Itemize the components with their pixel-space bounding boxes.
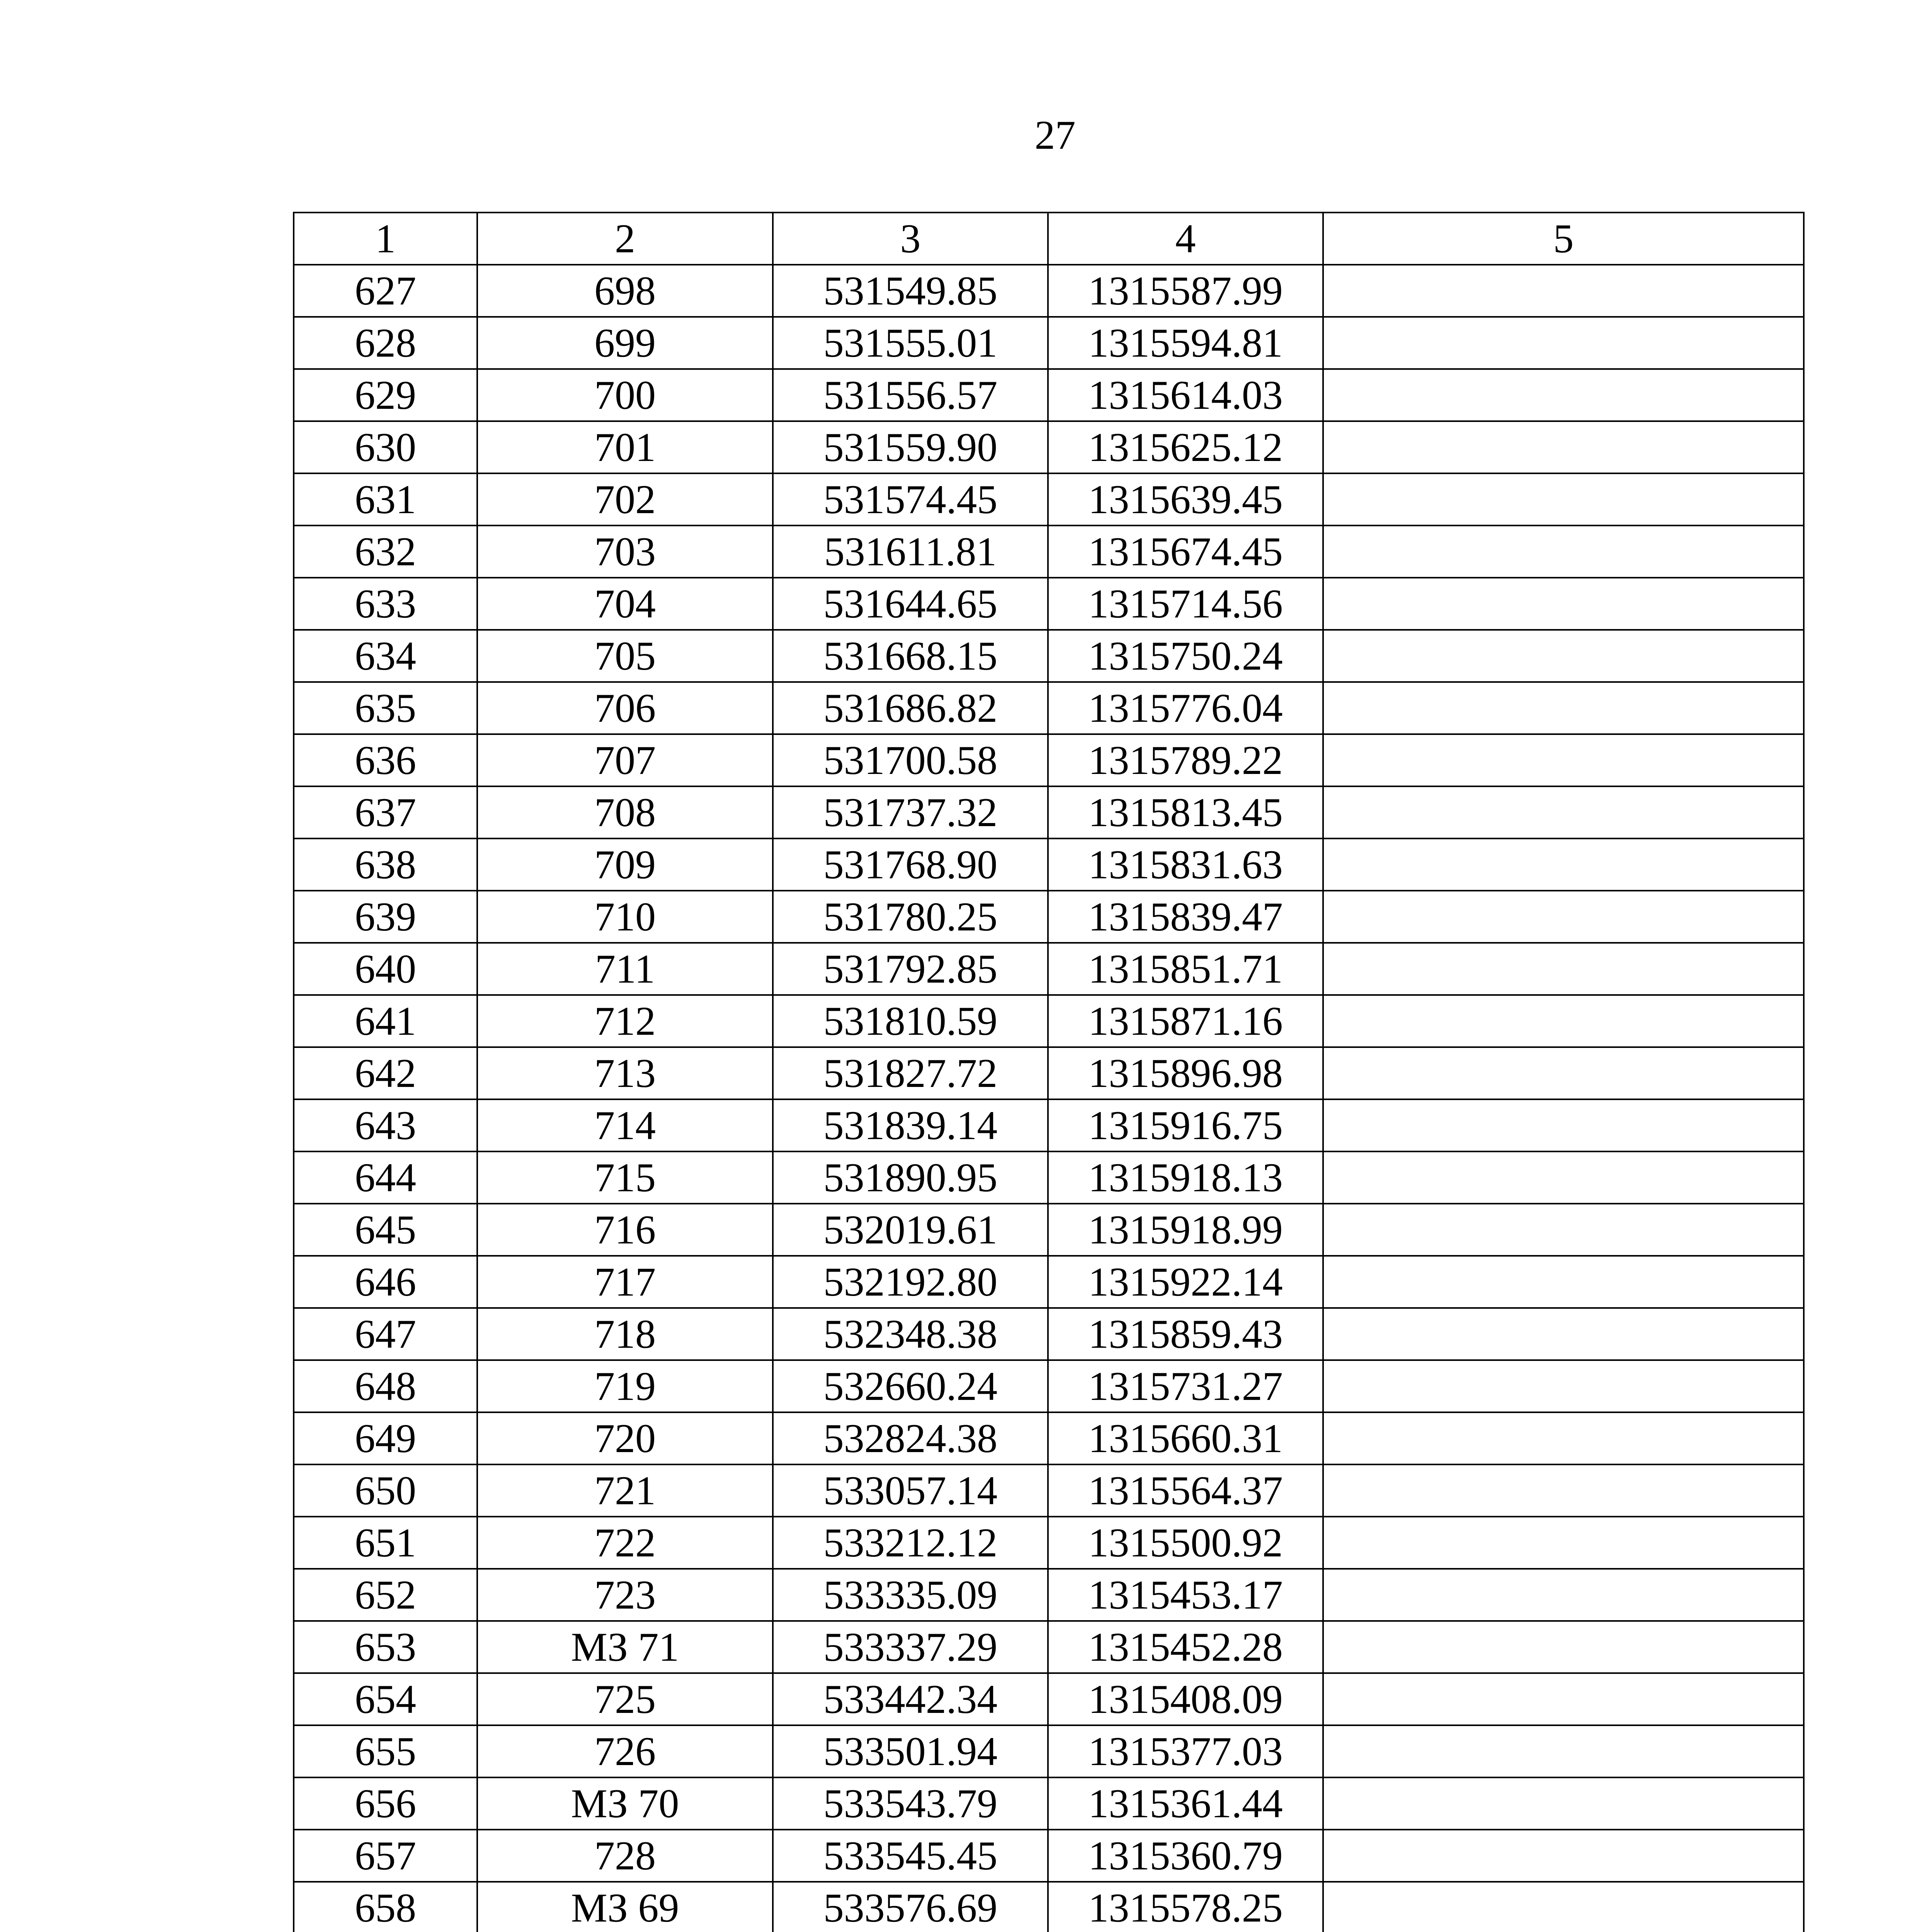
point-number-cell: 639 [294,891,477,943]
table-row [294,682,1804,734]
point-id-cell: 723 [477,1569,773,1621]
y-coordinate-cell: 1315859.43 [1048,1308,1323,1360]
notes-cell [1323,526,1804,578]
y-coordinate-cell: 1315587.99 [1048,265,1323,317]
point-id-cell: 703 [477,526,773,578]
notes-cell [1323,995,1804,1047]
x-coordinate-cell: 531559.90 [773,421,1048,473]
y-coordinate-cell: 1315918.99 [1048,1204,1323,1256]
notes-cell [1323,1830,1804,1882]
x-coordinate-cell: 531792.85 [773,943,1048,995]
table-row [294,630,1804,682]
point-id-cell: 722 [477,1517,773,1569]
x-coordinate-cell: 531839.14 [773,1099,1048,1151]
x-coordinate-cell: 531700.58 [773,734,1048,786]
page-number-container [97,112,1917,158]
notes-cell [1323,578,1804,630]
x-coordinate-cell: 531644.65 [773,578,1048,630]
point-number-cell: 648 [294,1360,477,1412]
x-coordinate-cell: 531827.72 [773,1047,1048,1099]
point-id-cell: 716 [477,1204,773,1256]
point-id-cell: 715 [477,1151,773,1204]
header-cell-1: 1 [294,213,477,265]
point-number-cell: 645 [294,1204,477,1256]
notes-cell [1323,265,1804,317]
notes-cell [1323,1151,1804,1204]
table-row [294,578,1804,630]
x-coordinate-cell: 531780.25 [773,891,1048,943]
point-id-cell: 717 [477,1256,773,1308]
x-coordinate-cell: 532824.38 [773,1412,1048,1464]
table-row [294,1621,1804,1673]
point-id-cell: 728 [477,1830,773,1882]
y-coordinate-cell: 1315714.56 [1048,578,1323,630]
y-coordinate-cell: 1315896.98 [1048,1047,1323,1099]
point-number-cell: 633 [294,578,477,630]
point-number-cell: 644 [294,1151,477,1204]
point-number-cell: 653 [294,1621,477,1673]
point-number-cell: 636 [294,734,477,786]
table-row [294,734,1804,786]
page-number: 27 [1034,112,1076,158]
table-row [294,891,1804,943]
y-coordinate-cell: 1315839.47 [1048,891,1323,943]
notes-cell [1323,1569,1804,1621]
point-id-cell: 710 [477,891,773,943]
point-id-cell: 721 [477,1464,773,1517]
x-coordinate-cell: 532192.80 [773,1256,1048,1308]
point-id-cell: 702 [477,473,773,526]
notes-cell [1323,838,1804,891]
point-number-cell: 630 [294,421,477,473]
table-body [294,265,1804,1932]
x-coordinate-cell: 533545.45 [773,1830,1048,1882]
point-id-cell: МЗ 71 [477,1621,773,1673]
table-row [294,1256,1804,1308]
header-cell-2: 2 [477,213,773,265]
x-coordinate-cell: 532019.61 [773,1204,1048,1256]
point-number-cell: 657 [294,1830,477,1882]
point-id-cell: 709 [477,838,773,891]
table-row [294,1673,1804,1725]
point-id-cell: 718 [477,1308,773,1360]
table-row [294,1151,1804,1204]
point-number-cell: 638 [294,838,477,891]
notes-cell [1323,421,1804,473]
table-row [294,1464,1804,1517]
header-cell-4: 4 [1048,213,1323,265]
notes-cell [1323,317,1804,369]
coordinates-table [293,212,1805,1932]
notes-cell [1323,734,1804,786]
notes-cell [1323,1256,1804,1308]
table-row [294,1308,1804,1360]
point-id-cell: 700 [477,369,773,421]
point-number-cell: 652 [294,1569,477,1621]
point-id-cell: 726 [477,1725,773,1777]
point-number-cell: 654 [294,1673,477,1725]
point-number-cell: 631 [294,473,477,526]
y-coordinate-cell: 1315922.14 [1048,1256,1323,1308]
y-coordinate-cell: 1315871.16 [1048,995,1323,1047]
notes-cell [1323,1725,1804,1777]
point-number-cell: 632 [294,526,477,578]
point-id-cell: 708 [477,786,773,838]
y-coordinate-cell: 1315361.44 [1048,1777,1323,1830]
x-coordinate-cell: 532348.38 [773,1308,1048,1360]
y-coordinate-cell: 1315831.63 [1048,838,1323,891]
table-row [294,265,1804,317]
table-row [294,1725,1804,1777]
x-coordinate-cell: 531810.59 [773,995,1048,1047]
point-number-cell: 658 [294,1882,477,1932]
notes-cell [1323,1360,1804,1412]
point-id-cell: МЗ 70 [477,1777,773,1830]
table-row [294,838,1804,891]
y-coordinate-cell: 1315776.04 [1048,682,1323,734]
point-number-cell: 646 [294,1256,477,1308]
x-coordinate-cell: 533212.12 [773,1517,1048,1569]
point-number-cell: 650 [294,1464,477,1517]
notes-cell [1323,1204,1804,1256]
point-id-cell: 698 [477,265,773,317]
point-id-cell: 720 [477,1412,773,1464]
point-number-cell: 635 [294,682,477,734]
x-coordinate-cell: 533337.29 [773,1621,1048,1673]
point-number-cell: 629 [294,369,477,421]
y-coordinate-cell: 1315916.75 [1048,1099,1323,1151]
notes-cell [1323,630,1804,682]
x-coordinate-cell: 531555.01 [773,317,1048,369]
notes-cell [1323,943,1804,995]
y-coordinate-cell: 1315851.71 [1048,943,1323,995]
point-id-cell: 701 [477,421,773,473]
y-coordinate-cell: 1315500.92 [1048,1517,1323,1569]
x-coordinate-cell: 531611.81 [773,526,1048,578]
notes-cell [1323,369,1804,421]
header-cell-5: 5 [1323,213,1804,265]
table-row [294,1047,1804,1099]
table-row [294,1569,1804,1621]
notes-cell [1323,473,1804,526]
y-coordinate-cell: 1315360.79 [1048,1830,1323,1882]
y-coordinate-cell: 1315453.17 [1048,1569,1323,1621]
table-row [294,1777,1804,1830]
point-id-cell: 711 [477,943,773,995]
point-id-cell: МЗ 69 [477,1882,773,1932]
notes-cell [1323,1777,1804,1830]
notes-cell [1323,1047,1804,1099]
y-coordinate-cell: 1315408.09 [1048,1673,1323,1725]
x-coordinate-cell: 531668.15 [773,630,1048,682]
x-coordinate-cell: 531556.57 [773,369,1048,421]
header-row [294,213,1804,265]
table-row [294,995,1804,1047]
point-number-cell: 651 [294,1517,477,1569]
point-number-cell: 656 [294,1777,477,1830]
y-coordinate-cell: 1315639.45 [1048,473,1323,526]
point-number-cell: 642 [294,1047,477,1099]
y-coordinate-cell: 1315614.03 [1048,369,1323,421]
point-id-cell: 699 [477,317,773,369]
notes-cell [1323,1882,1804,1932]
point-id-cell: 705 [477,630,773,682]
table-row [294,1882,1804,1932]
x-coordinate-cell: 531574.45 [773,473,1048,526]
notes-cell [1323,1099,1804,1151]
point-number-cell: 655 [294,1725,477,1777]
x-coordinate-cell: 531549.85 [773,265,1048,317]
notes-cell [1323,786,1804,838]
header-cell-3: 3 [773,213,1048,265]
point-id-cell: 714 [477,1099,773,1151]
y-coordinate-cell: 1315452.28 [1048,1621,1323,1673]
notes-cell [1323,891,1804,943]
notes-cell [1323,682,1804,734]
x-coordinate-cell: 533057.14 [773,1464,1048,1517]
point-id-cell: 706 [477,682,773,734]
point-number-cell: 641 [294,995,477,1047]
x-coordinate-cell: 533501.94 [773,1725,1048,1777]
table-row [294,1830,1804,1882]
notes-cell [1323,1517,1804,1569]
table-row [294,786,1804,838]
point-id-cell: 712 [477,995,773,1047]
point-id-cell: 719 [477,1360,773,1412]
point-number-cell: 647 [294,1308,477,1360]
point-id-cell: 707 [477,734,773,786]
y-coordinate-cell: 1315377.03 [1048,1725,1323,1777]
table-row [294,473,1804,526]
table-row [294,526,1804,578]
x-coordinate-cell: 533442.34 [773,1673,1048,1725]
table-row [294,421,1804,473]
point-number-cell: 649 [294,1412,477,1464]
notes-cell [1323,1621,1804,1673]
x-coordinate-cell: 533335.09 [773,1569,1048,1621]
y-coordinate-cell: 1315564.37 [1048,1464,1323,1517]
y-coordinate-cell: 1315674.45 [1048,526,1323,578]
point-number-cell: 637 [294,786,477,838]
y-coordinate-cell: 1315578.25 [1048,1882,1323,1932]
y-coordinate-cell: 1315813.45 [1048,786,1323,838]
point-number-cell: 628 [294,317,477,369]
notes-cell [1323,1308,1804,1360]
notes-cell [1323,1464,1804,1517]
point-number-cell: 634 [294,630,477,682]
table-row [294,1517,1804,1569]
x-coordinate-cell: 531890.95 [773,1151,1048,1204]
table-row [294,317,1804,369]
x-coordinate-cell: 533543.79 [773,1777,1048,1830]
table-row [294,1412,1804,1464]
notes-cell [1323,1673,1804,1725]
point-id-cell: 725 [477,1673,773,1725]
table-row [294,369,1804,421]
y-coordinate-cell: 1315731.27 [1048,1360,1323,1412]
point-number-cell: 640 [294,943,477,995]
notes-cell [1323,1412,1804,1464]
point-number-cell: 643 [294,1099,477,1151]
y-coordinate-cell: 1315594.81 [1048,317,1323,369]
point-id-cell: 704 [477,578,773,630]
y-coordinate-cell: 1315625.12 [1048,421,1323,473]
x-coordinate-cell: 533576.69 [773,1882,1048,1932]
x-coordinate-cell: 531768.90 [773,838,1048,891]
y-coordinate-cell: 1315750.24 [1048,630,1323,682]
table-row [294,1204,1804,1256]
y-coordinate-cell: 1315660.31 [1048,1412,1323,1464]
x-coordinate-cell: 532660.24 [773,1360,1048,1412]
point-id-cell: 713 [477,1047,773,1099]
point-number-cell: 627 [294,265,477,317]
x-coordinate-cell: 531737.32 [773,786,1048,838]
x-coordinate-cell: 531686.82 [773,682,1048,734]
y-coordinate-cell: 1315918.13 [1048,1151,1323,1204]
table-row [294,1099,1804,1151]
y-coordinate-cell: 1315789.22 [1048,734,1323,786]
table-header [294,213,1804,265]
table-row [294,1360,1804,1412]
table-row [294,943,1804,995]
